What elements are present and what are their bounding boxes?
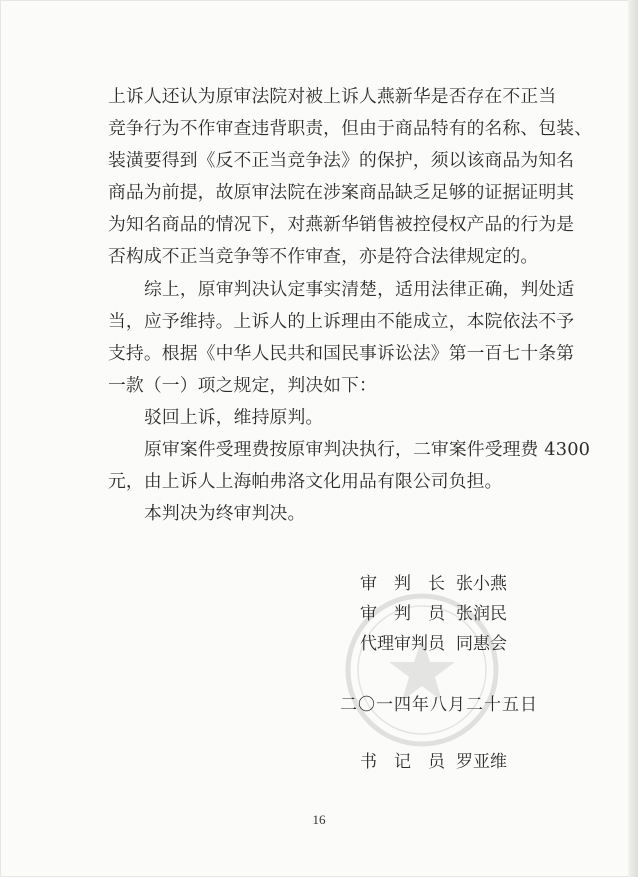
paragraph xyxy=(108,498,544,530)
clerk-signature xyxy=(360,747,507,772)
text-line: 综上，原审判决认定事实清楚，适用法律正确，判处适 xyxy=(144,278,575,300)
page-number: 16 xyxy=(312,812,326,827)
clerk-name: 罗亚维 xyxy=(456,752,507,772)
text-line: 为知名商品的情况下，对燕新华销售被控侵权产品的行为是 xyxy=(108,214,575,236)
page-edge-shadow xyxy=(628,0,638,877)
text-line: 否构成不正当竞争等不作审查，亦是符合法律规定的。 xyxy=(108,246,539,268)
signature-presiding-judge xyxy=(360,569,507,594)
text-line: 驳回上诉，维持原判。 xyxy=(144,406,324,428)
judgment-date: 二〇一四年八月二十五日 xyxy=(340,695,538,715)
text-line: 原审案件受理费按原审判决执行，二审案件受理费 4300 xyxy=(144,439,591,461)
signature-name: 同惠会 xyxy=(456,634,507,654)
text-line: 装潢要得到《反不正当竞争法》的保护，须以该商品为知名 xyxy=(108,150,575,172)
signature-role: 代理审判员 xyxy=(360,634,445,654)
paragraph xyxy=(108,274,575,402)
text-line: 竞争行为不作审查违背职责，但由于商品特有的名称、包装、 xyxy=(108,118,593,140)
paragraph xyxy=(108,434,591,498)
paragraph xyxy=(108,402,544,434)
text-line: 上诉人还认为原审法院对被上诉人燕新华是否存在不正当 xyxy=(108,86,557,107)
clerk-role: 书 记 员 xyxy=(360,752,445,772)
signature-judge xyxy=(360,599,507,624)
text-line: 支持。根据《中华人民共和国民事诉讼法》第一百七十条第 xyxy=(108,342,575,364)
paragraph xyxy=(108,81,593,274)
signature-role: 审 判 长 xyxy=(360,574,445,594)
signature-acting-judge xyxy=(360,629,507,654)
text-line: 商品为前提，故原审法院在涉案商品缺乏足够的证据证明其 xyxy=(108,182,575,204)
signature-role: 审 判 员 xyxy=(360,604,445,624)
judgment-body xyxy=(108,81,593,530)
text-line: 本判决为终审判决。 xyxy=(144,503,306,525)
text-line: 元，由上诉人上海帕弗洛文化用品有限公司负担。 xyxy=(108,471,503,493)
signature-name: 张小燕 xyxy=(456,574,507,594)
text-line: 当，应予维持。上诉人的上诉理由不能成立，本院依法不予 xyxy=(108,310,575,332)
text-line: 一款（一）项之规定，判决如下： xyxy=(108,374,377,396)
signature-name: 张润民 xyxy=(456,604,507,624)
